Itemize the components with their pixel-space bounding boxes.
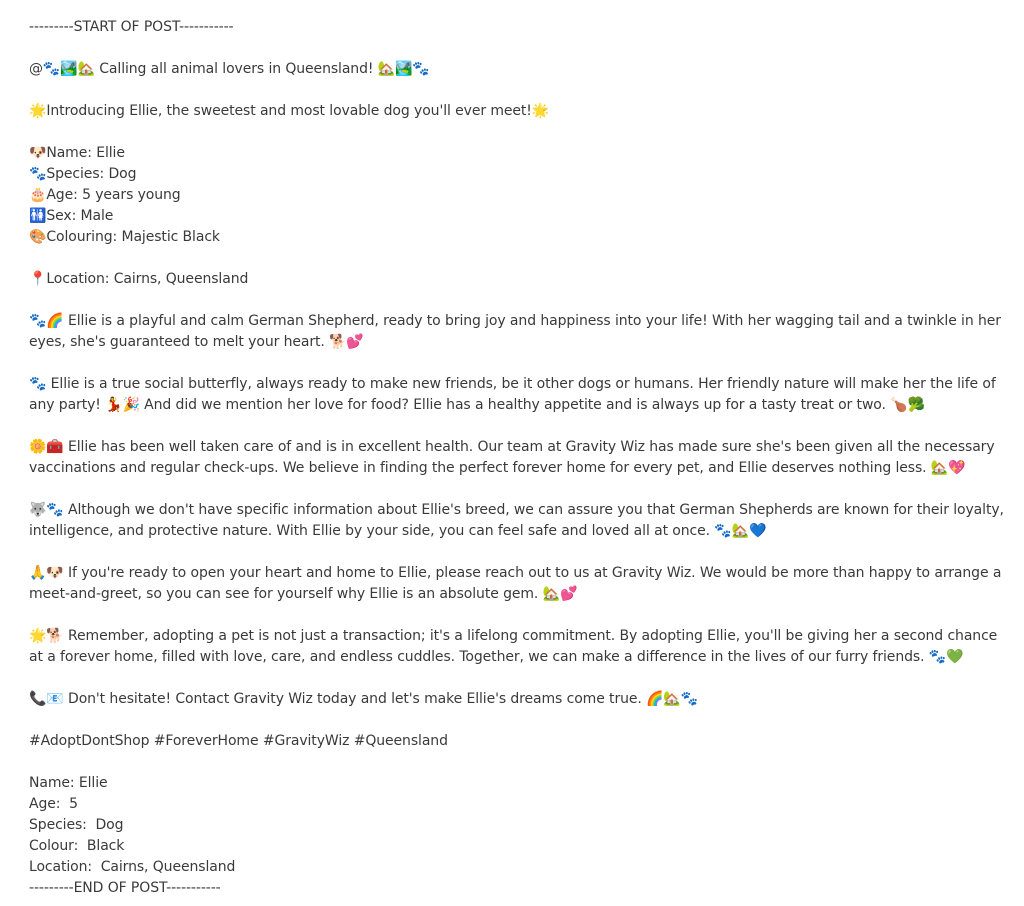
paragraph-playful: 🐾🌈 Ellie is a playful and calm German Shepherd, ready to bring joy and happiness into your life! With her wagging tail and a twinkle in her eyes, she's guaranteed to melt your heart. 🐕💕 <box>29 313 1006 350</box>
spacer <box>29 605 1004 626</box>
start-marker: ---------START OF POST----------- <box>29 19 234 35</box>
spacer <box>29 752 1004 773</box>
hashtags: #AdoptDontShop #ForeverHome #GravityWiz #Queensland <box>29 733 448 749</box>
summary-species: Species: Dog <box>29 817 124 833</box>
spacer <box>29 38 1004 59</box>
location-line: 📍Location: Cairns, Queensland <box>29 271 249 287</box>
summary-colour: Colour: Black <box>29 838 125 854</box>
spacer <box>29 290 1004 311</box>
headline: 🌟Introducing Ellie, the sweetest and most lovable dog you'll ever meet!🌟 <box>29 103 550 119</box>
paragraph-contact: 🙏🐶 If you're ready to open your heart and home to Ellie, please reach out to us at Gravity Wiz. We would be more than happy to arrange a meet-and-greet, so you can see for yourself why Ellie is an absolute gem. 🏡💕 <box>29 565 1006 602</box>
spacer <box>29 122 1004 143</box>
paragraph-breed: 🐺🐾 Although we don't have specific information about Ellie's breed, we can assure you that German Shepherds are known for their loyalty, intelligence, and protective nature. With Ellie by your side, you can feel safe and loved all at once. 🐾🏡💙 <box>29 502 1009 539</box>
spacer <box>29 416 1004 437</box>
post-body <box>29 17 1009 899</box>
paragraph-social: 🐾 Ellie is a true social butterfly, always ready to make new friends, be it other dogs or humans. Her friendly nature will make her the life of any party! 💃🎉 And did we mention her love for food? Ellie has a healthy appetite and is always up for a tasty treat or two. 🍗🥦 <box>29 376 1001 413</box>
spacer <box>29 710 1004 731</box>
summary-name: Name: Ellie <box>29 775 108 791</box>
spacer <box>29 542 1004 563</box>
summary-location: Location: Cairns, Queensland <box>29 859 236 875</box>
end-marker: ---------END OF POST----------- <box>29 880 221 896</box>
paragraph-commitment: 🌟🐕 Remember, adopting a pet is not just a transaction; it's a lifelong commitment. By adopting Ellie, you'll be giving her a second chance at a forever home, filled with love, care, and endless cuddles. Together, we can make a difference in the lives of our furry friends. 🐾💚 <box>29 628 1002 665</box>
spacer <box>29 80 1004 101</box>
detail-name: 🐶Name: Ellie <box>29 145 125 161</box>
paragraph-call-to-action: 📞📧 Don't hesitate! Contact Gravity Wiz today and let's make Ellie's dreams come true. 🌈🏡🐾 <box>29 691 699 707</box>
intro-line: @🐾🏞️🏡 Calling all animal lovers in Queensland! 🏡🏞️🐾 <box>29 61 430 77</box>
spacer <box>29 668 1004 689</box>
detail-sex: 🚻Sex: Male <box>29 208 114 224</box>
spacer <box>29 479 1004 500</box>
summary-age: Age: 5 <box>29 796 78 812</box>
paragraph-health: 🌼🧰 Ellie has been well taken care of and is in excellent health. Our team at Gravity Wiz has made sure she's been given all the necessary vaccinations and regular check-ups. We believe in finding the perfect forever home for every pet, and Ellie deserves nothing less. 🏡💖 <box>29 439 999 476</box>
detail-age: 🎂Age: 5 years young <box>29 187 181 203</box>
spacer <box>29 248 1004 269</box>
detail-colouring: 🎨Colouring: Majestic Black <box>29 229 220 245</box>
detail-species: 🐾Species: Dog <box>29 166 137 182</box>
spacer <box>29 353 1004 374</box>
